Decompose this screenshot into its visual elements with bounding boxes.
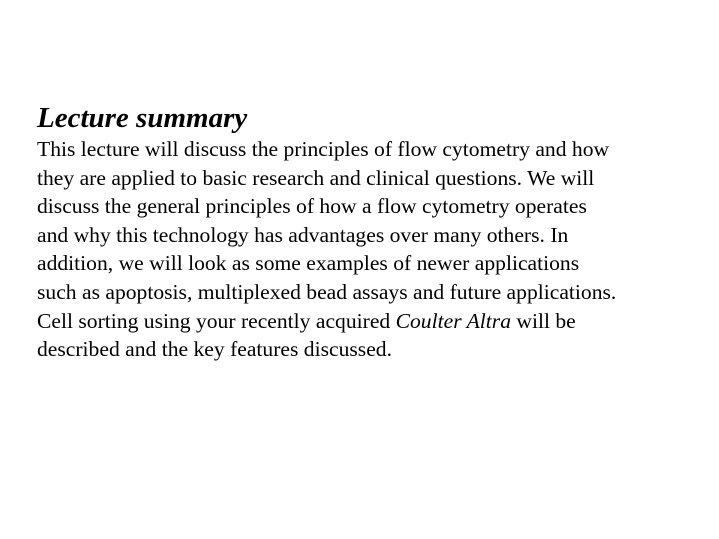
paragraph-line: such as apoptosis, multiplexed bead assays and future applications.	[37, 279, 617, 304]
line-text: Cell sorting using your recently acquired	[37, 308, 396, 333]
paragraph-line	[37, 307, 707, 336]
section-title: Lecture summary	[37, 102, 248, 134]
paragraph-line: addition, we will look as some examples of newer applications	[37, 251, 580, 276]
paragraph-line: This lecture will discuss the principles of flow cytometry and how	[37, 137, 610, 161]
paragraph-line: they are applied to basic research and clinical questions. We will	[37, 165, 595, 190]
summary-paragraph	[37, 135, 707, 364]
instrument-name: Coulter Altra	[395, 308, 511, 333]
line-text: will be	[511, 308, 576, 333]
lecture-summary-section	[37, 101, 707, 364]
paragraph-line: and why this technology has advantages over many others. In	[37, 222, 569, 247]
paragraph-line: discuss the general principles of how a flow cytometry operates	[37, 194, 587, 219]
paragraph-line: described and the key features discussed.	[37, 337, 392, 362]
